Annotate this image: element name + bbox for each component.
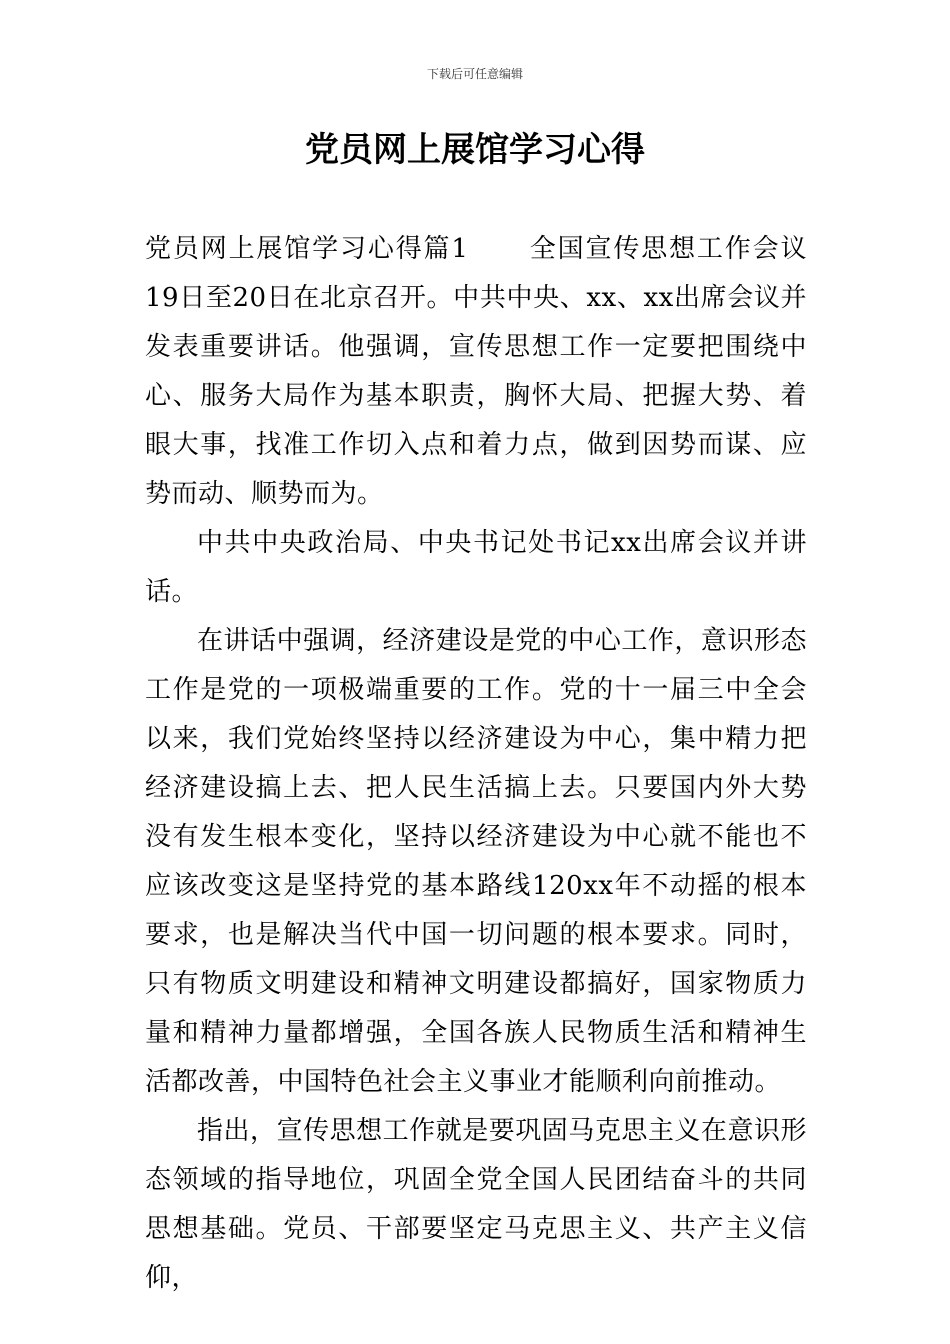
header-note: 下载后可任意编辑: [426, 67, 523, 81]
paragraph-1-lead: 党员网上展馆学习心得篇1: [145, 234, 469, 264]
paragraph-2: 中共中央政治局、中央书记处书记xx出席会议并讲话。: [145, 528, 807, 607]
paragraph-3: 在讲话中强调，经济建设是党的中心工作，意识形态工作是党的一项极端重要的工作。党的十一届三中全会以来，我们党始终坚持以经济建设为中心，集中精力把经济建设搞上去、把人民生活搞上去。只要国内外大势没有发生根本变化，坚持以经济建设为中心就不能也不应该改变这是坚持党的基本路线120xx年不动摇的根本要求，也是解决当代中国一切问题的根本要求。同时，只有物质文明建设和精神文明建设都搞好，国家物质力量和精神力量都增强，全国各族人民物质生活和精神生活都改善，中国特色社会主义事业才能顺利向前推动。: [145, 626, 807, 1097]
paragraph-1-body: 全国宣传思想工作会议19日至20日在北京召开。中共中央、xx、xx出席会议并发表重要讲话。他强调，宣传思想工作一定要把围绕中心、服务大局作为基本职责，胸怀大局、把握大势、着眼大事，找准工作切入点和着力点，做到因势而谋、应势而动、顺势而为。: [145, 234, 807, 509]
document-body: [145, 225, 807, 1303]
document-title: 党员网上展馆学习心得: [305, 130, 645, 170]
paragraph-4: 指出，宣传思想工作就是要巩固马克思主义在意识形态领域的指导地位，巩固全党全国人民团结奋斗的共同思想基础。党员、干部要坚定马克思主义、共产主义信仰，: [145, 1116, 807, 1293]
paragraph-1: [145, 225, 807, 519]
